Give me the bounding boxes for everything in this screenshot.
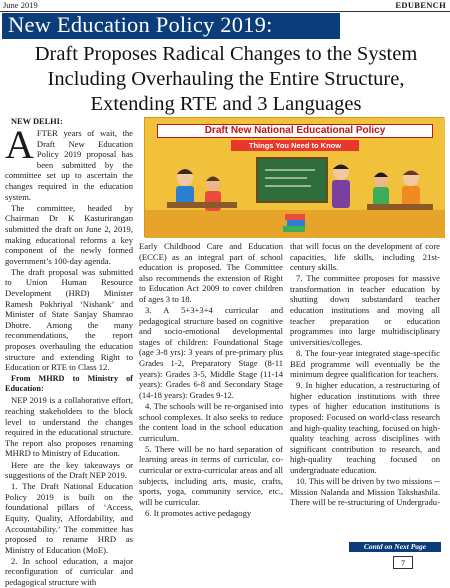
paragraph: 6. It promotes active pedagogy xyxy=(145,507,252,518)
paragraph: NEP 2019 is a collaborative effort, reaching stakeholders to the block level to understand the changes required in the educational structure. The report also proposes renaming MHRD to Ministry of Education. xyxy=(5,395,133,459)
paragraph: 10. This will be driven by two missions -- Mission Nalanda and Mission Takshashila. There will be re-structuring of Undergradu- xyxy=(290,476,440,508)
paragraph xyxy=(5,122,133,202)
lead-text: FTER years of wait, the Draft New Education Policy 2019 proposal has been submitted by the committee set up to ascertain the changes required in the education system. xyxy=(5,128,133,202)
dateline: NEW DELHI: xyxy=(11,117,63,126)
paragraph: 3. A 5+3+3+4 curricular and pedagogical structure based on cognitive and socio-emotional developmental stages of children: Foundational Stage (age 3-8 yrs): 3 years of pre-primary plus Grades 1-2, Preparatory Stage (8-11 years): Grades 3-5, Middle Stage (11-14 years): Grades 6-8 and Secondary Stage (14-18 years): Grades 9-12. xyxy=(139,305,283,400)
issue-date: June 2019 xyxy=(3,0,38,10)
paragraph: 1. The Draft National Education Policy 2019 is built on the foundational pillars of ‘Access, Equity, Quality, Affordability, and Accountability.’ The committee has proposed to rename HRD as Ministry of Education (MoE). xyxy=(5,481,133,555)
continued-banner: Contd on Next Page xyxy=(349,542,441,552)
article-column-3 xyxy=(290,241,440,508)
page-number: 7 xyxy=(393,556,413,569)
paragraph: that will focus on the development of core capacities, life skills, including 21st-century skills. xyxy=(290,241,440,273)
article-column-1 xyxy=(5,117,133,588)
section-subhead: From MHRD to Ministry of Education: xyxy=(5,373,133,394)
article-headline: Draft Proposes Radical Changes to the System Including Overhauling the Entire Structure, Extending RTE and 3 Languages xyxy=(34,43,418,115)
infographic-subtitle: Things You Need to Know xyxy=(231,140,359,151)
paragraph: Early Childhood Care and Education (ECCE) as an integral part of school education is proposed. The Committee also recommends the extension of Right to Education Act 2009 to cover children of ages 3 to 18. xyxy=(139,241,283,304)
publication-name: EDUBENCH xyxy=(395,0,446,10)
paragraph: The draft proposal was submitted to Union Human Resource Development (HRD) Minister Ramesh Pokhriyal ‘Nishank’ and Minister of State Sanjay Shamrao Dhotre. Among the many recommendations, the report proposes overhauling the education structure and extending Right to Education or RTE to Class 12. xyxy=(5,266,133,373)
infographic-image xyxy=(144,117,444,237)
paragraph: The committee, headed by Chairman Dr K Kasturirangan submitted the draft on June 2, 2019, making educational reforms a key component of the newly formed government’s 100-day agenda. xyxy=(5,202,133,266)
drop-cap: A xyxy=(5,122,34,168)
article-column-2 xyxy=(139,241,283,519)
banner-title: New Education Policy 2019: xyxy=(8,12,273,37)
page-header xyxy=(0,0,450,11)
paragraph: 7. The committee proposes for massive transformation in teacher education by shutting down substandard teacher education institutions and moving all teacher preparation or education programmes into large multidisciplinary universities/colleges. xyxy=(290,273,440,347)
infographic-title: Draft New National Educational Policy xyxy=(157,124,433,138)
paragraph: Here are the key takeaways or suggestions of the Draft NEP 2019. xyxy=(5,459,133,481)
paragraph: 9. In higher education, a restructuring of higher education institutions with three types of higher education institutions is proposed: Focused on world-class research and high-quality teaching, focused on high-quality teaching across disciplines with significant contribution to research, and high-quality teaching focused on undergraduate education. xyxy=(290,380,440,475)
section-banner xyxy=(2,13,340,39)
paragraph: 8. The four-year integrated stage-specific BEd programme will eventually be the minimum degree qualification for teachers. xyxy=(290,347,440,380)
paragraph: 4. The schools will be re-organised into school complexes. It also seeks to reduce the content load in the school education curriculum. xyxy=(139,400,283,443)
paragraph: 5. There will be no hard separation of learning areas in terms of curricular, co-curricular or extra-curricular areas and all subjects, including arts, music, crafts, sports, yoga, community service, etc., will be curricular. xyxy=(139,443,283,507)
paragraph: 2. In school education, a major reconfiguration of curricular and pedagogical structure with xyxy=(5,555,133,588)
